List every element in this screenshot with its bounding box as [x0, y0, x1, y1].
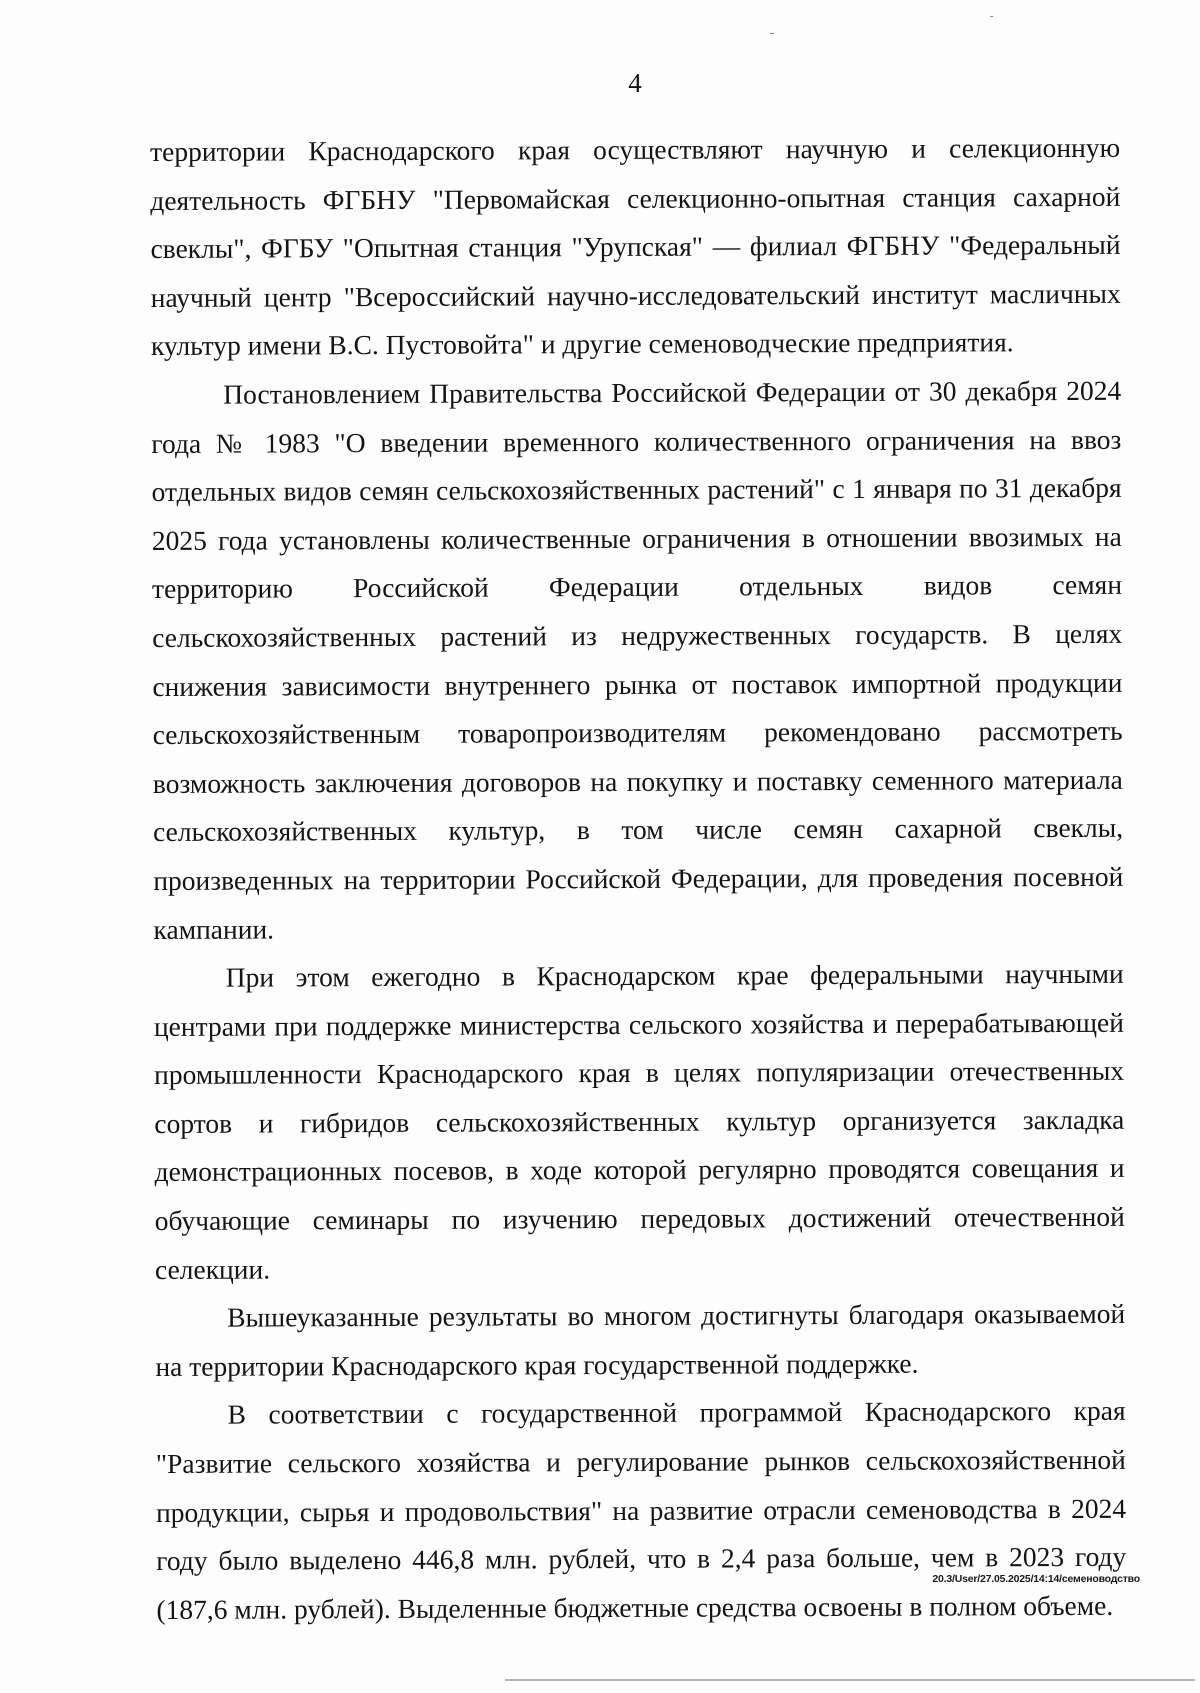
scan-artifact — [505, 1679, 1195, 1681]
paragraph-government-decree: Постановлением Правительства Российской Федерации от 30 декабря 2024 года № 1983 "О введении временного количественного ограничения на ввоз отдельных видов семян сельскохозяйственных растений" с 1 января по 31 декабря 2025 года установлены количественные ограничения в отношении ввозимых на территорию Российской Федерации отдельных видов семян сельскохозяйственных растений из недружественных государств. В целях снижения зависимости внутреннего рынка от поставок импортной продукции сельскохозяйственным товаропроизводителям рекомендовано рассмотреть возможность заключения договоров на покупку и поставку семенного материала сельскохозяйственных культур, в том числе семян сахарной свеклы, произведенных на территории Российской Федерации, для проведения посевной кампании. — [151, 374, 1124, 945]
paragraph-demonstration-crops: При этом ежегодно в Краснодарском крае федеральными научными центрами при поддержке министерства сельского хозяйства и перерабатывающей промышленности Краснодарского края в целях популяризации отечественных сортов и гибридов сельскохозяйственных культур организуется закладка демонстрационных посевов, в ходе которой регулярно проводятся совещания и обучающие семинары по изучению передовых достижений отечественной селекции. — [153, 957, 1125, 1285]
scan-artifact — [990, 16, 993, 17]
body-text — [150, 124, 1127, 1635]
paragraph-funding: В соответствии с государственной программой Краснодарского края "Развитие сельского хозяйства и регулирование рынков сельскохозяйственной продукции, сырья и продовольствия" на развитие отрасли семеноводства в 2024 году было выделено 446,8 млн. рублей, что в 2,4 раза больше, чем в 2023 году (187,6 млн. рублей). Выделенные бюджетные средства освоены в полном объеме. — [155, 1395, 1127, 1625]
scan-artifact — [770, 33, 774, 34]
paragraph-state-support: Вышеуказанные результаты во многом достигнуты благодаря оказываемой на территории Краснодарского края государственной поддержке. — [155, 1298, 1126, 1382]
page-number: 4 — [628, 68, 642, 98]
document-registration-stamp: 20.3/User/27.05.2025/14:14/семеноводство — [932, 1573, 1140, 1585]
paragraph-continuation: территории Краснодарского края осуществляют научную и селекционную деятельность ФГБНУ "Первомайская селекционно-опытная станция сахарной свеклы", ФГБУ "Опытная станция "Урупская" — филиал ФГБНУ "Федеральный научный центр "Всероссийский научно-исследовательский институт масличных культур имени В.С. Пустовойта" и другие семеноводческие предприятия. — [150, 131, 1121, 362]
